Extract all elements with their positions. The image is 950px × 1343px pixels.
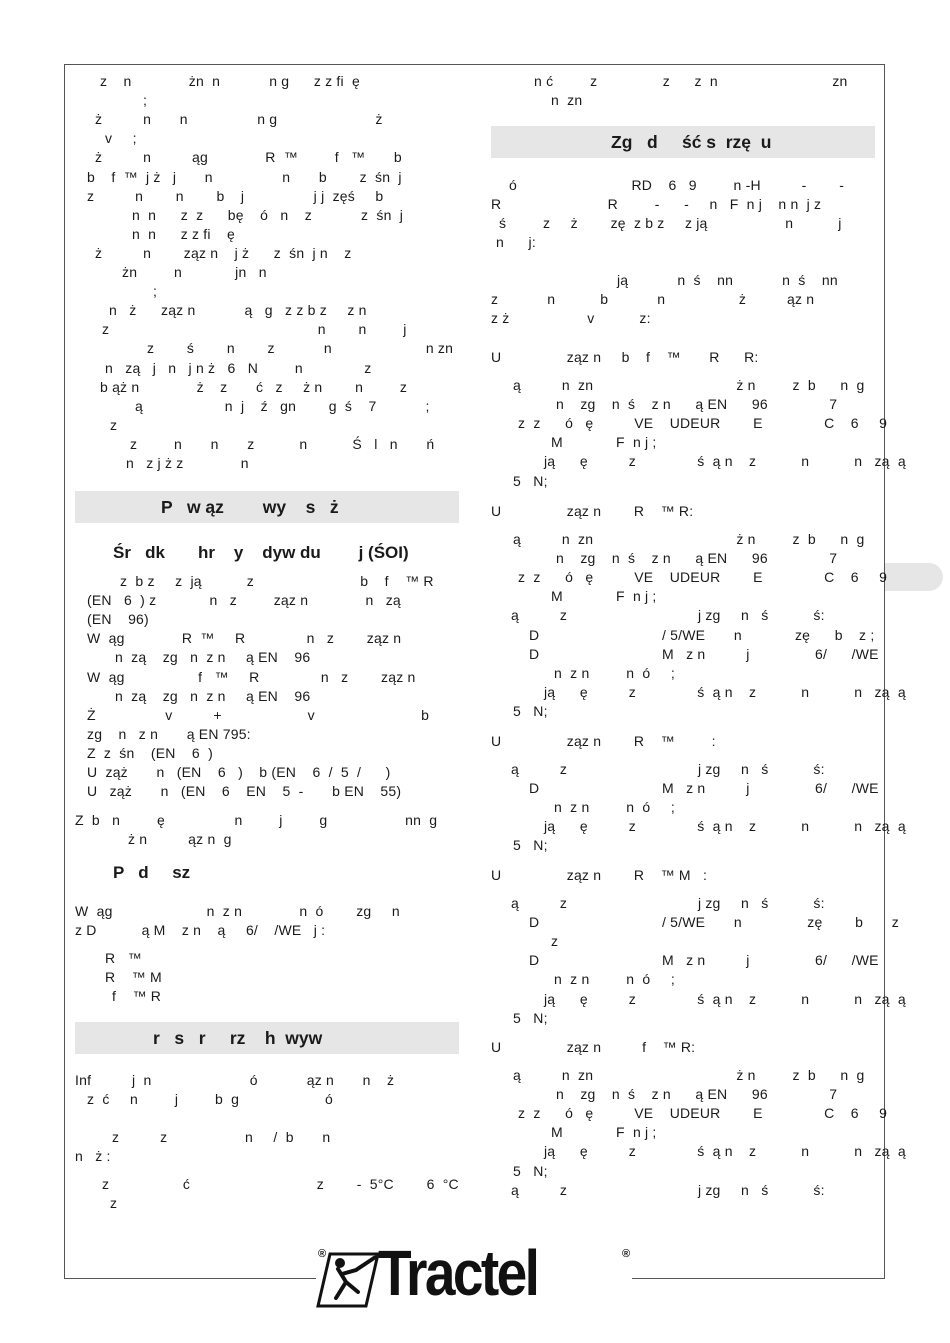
device-section-line: ą z j zg n ś ś:	[511, 761, 825, 777]
paragraph-line: ż n ąz n g	[128, 831, 232, 848]
paragraph-line: z D ą M z n ą 6/ /WE j :	[75, 922, 326, 939]
paragraph-line: z	[110, 1195, 118, 1212]
intro-text-line: ż n n n g ż	[95, 111, 383, 128]
device-section-line: M F n j ;	[551, 434, 657, 451]
paragraph-line: ó RD 6 9 n -H - -	[509, 177, 845, 193]
intro-text-line: n n z z bę ó n z z śn j	[132, 206, 404, 223]
ppe-list-item: Ż v + v b	[87, 706, 430, 723]
device-section-line: M F n j ;	[551, 1124, 657, 1141]
paragraph-line: z n b n ż ąz n	[491, 291, 815, 308]
device-section-line: ą z j zg n ś ś:	[511, 607, 825, 624]
device-section-line: ją ę z ś ą n z n n zą ą	[544, 1143, 906, 1160]
intro-text-line: v ;	[105, 130, 137, 147]
ppe-list-item: (EN 96)	[87, 611, 149, 628]
device-section-line: D M z n j 6/ /WE	[529, 780, 879, 797]
paragraph-line: Inf j n ó ąz n n ż	[75, 1072, 395, 1088]
footer-rule-right	[632, 1278, 885, 1279]
device-section-line: n z n n ó ;	[554, 971, 675, 988]
section-bar-warnings: P w ąz wy s ż	[75, 491, 459, 523]
device-section-line: z z ó ę VE UDEUR E C 6 9	[518, 1105, 888, 1122]
device-section-line: 5 N;	[513, 702, 548, 719]
intro-text-line: n zn	[551, 92, 583, 109]
device-section-line: ją ę z ś ą n z n n zą ą	[544, 818, 906, 835]
device-section-line: M F n j ;	[551, 588, 657, 605]
intro-text-line: ż n ząz n j ż z śn j n z	[95, 244, 352, 261]
device-section-line: D M z n j 6/ /WE	[529, 952, 879, 969]
registered-mark-right: ®	[622, 1248, 631, 1260]
device-section-line: ą z j zg n ś ś:	[511, 1181, 825, 1198]
brand-name: Tractel	[378, 1237, 538, 1309]
ppe-list-item: n zą zg n z n ą EN 96	[115, 649, 311, 666]
paragraph-line: W ąg n z n n ó zg n	[75, 903, 400, 919]
intro-text-line: n zą j n j n ż 6 N n z	[105, 359, 372, 376]
device-section-line: ą n zn ż n z b n g	[513, 531, 865, 547]
ppe-list-item: W ąg f ™ R n z ząz n	[87, 668, 416, 685]
intro-text-line: b f ™ j ż j n n b z śn j	[87, 168, 402, 185]
intro-text-line: n ć z z z n zn	[534, 73, 848, 89]
ppe-list-item: W ąg R ™ R n z ząz n	[87, 630, 402, 647]
product-list-item: R ™ M	[105, 969, 162, 986]
device-section-heading: U ząz n R ™ M :	[491, 867, 708, 883]
intro-text-line: z	[110, 416, 118, 433]
section-bar-conformity: Zg d ść s rzę u	[491, 126, 875, 158]
device-section-line: D M z n j 6/ /WE	[529, 645, 879, 662]
intro-text-line: ;	[153, 283, 158, 300]
device-section-line: 5 N;	[513, 1009, 548, 1026]
device-section-line: 5 N;	[513, 472, 548, 489]
device-section-heading: U ząz n b f ™ R R:	[491, 349, 759, 365]
intro-text-line: ą n j ź gn g ś 7 ;	[135, 397, 430, 414]
device-section-line: z z ó ę VE UDEUR E C 6 9	[518, 569, 888, 586]
device-section-heading: U ząz n R ™ R:	[491, 503, 694, 519]
device-section-line: D / 5/WE n zę b z	[529, 914, 899, 931]
device-section-line: ją ę z ś ą n z n n zą ą	[544, 990, 906, 1007]
device-section-line: ą z j zg n ś ś:	[511, 895, 825, 911]
intro-text-line: ;	[143, 92, 148, 109]
paragraph-line: z ć z - 5°C 6 °C	[102, 1176, 459, 1192]
device-section-line: z	[551, 933, 559, 950]
intro-text-line: n z j ż z n	[126, 455, 249, 471]
paragraph-line: Z b n ę n j g nn g	[75, 812, 438, 828]
paragraph-line: n ż :	[75, 1148, 111, 1165]
device-section-line: 5 N;	[513, 837, 548, 854]
intro-text-line: b ąż n ż z ć z ż n n z	[100, 378, 408, 395]
ppe-list-item: U ząż n (EN 6 ) b (EN 6 / 5 / )	[87, 764, 391, 780]
device-section-line: 5 N;	[513, 1162, 548, 1179]
footer-rule-left	[64, 1278, 316, 1279]
ppe-list-item: Z z śn (EN 6 )	[87, 744, 213, 761]
device-section-heading: U ząz n R ™ :	[491, 733, 716, 749]
ppe-list-item: U ząż n (EN 6 EN 5 - b EN 55)	[87, 783, 402, 800]
section-bar-storage: r s r rz h wyw	[75, 1022, 459, 1054]
section-side-tab	[885, 563, 943, 591]
product-list-item: f ™ R	[112, 988, 162, 1005]
device-section-line: ją ę z ś ą n z n n zą ą	[544, 683, 906, 700]
intro-text-line: ż n ąg R ™ f ™ b	[95, 149, 402, 166]
device-section-heading: U ząz n f ™ R:	[491, 1039, 696, 1055]
device-section-line: n zg n ś z n ą EN 96 7	[556, 1086, 838, 1103]
device-section-line: n zg n ś z n ą EN 96 7	[556, 550, 838, 567]
paragraph-line: z z n / b n	[112, 1129, 331, 1145]
intro-text-line: z ś n z n n zn	[147, 340, 454, 357]
device-section-line: n z n n ó ;	[554, 799, 675, 816]
device-section-line: ą n zn ż n z b n g	[513, 377, 865, 393]
device-section-line: n z n n ó ;	[554, 664, 675, 681]
intro-text-line: n ż ząz n ą g z z b z z n	[109, 302, 367, 319]
subheading-scope: P d sz	[113, 863, 191, 882]
device-section-line: z z ó ę VE UDEUR E C 6 9	[518, 415, 888, 432]
device-section-line: ą n zn ż n z b n g	[513, 1067, 865, 1083]
ppe-list-item: (EN 6 ) z n z ząz n n zą	[87, 592, 401, 609]
paragraph-line: z ć n j b g ó	[87, 1091, 333, 1108]
paragraph-line: ś z ż zę z b z z ją n j	[499, 215, 842, 232]
intro-text-line: z n n j	[102, 321, 407, 338]
paragraph-line: ją n ś nn n ś nn	[617, 272, 838, 288]
intro-text-line: żn n jn n	[122, 264, 267, 280]
device-section-line: n zg n ś z n ą EN 96 7	[556, 396, 838, 413]
device-section-line: ją ę z ś ą n z n n zą ą	[544, 453, 906, 470]
ppe-list-item: n zą zg n z n ą EN 96	[115, 687, 311, 704]
intro-text-line: z n n b j j j zęś b	[87, 187, 384, 204]
subheading-ppe: Śr dk hr y dyw du j (ŚOI)	[113, 543, 409, 562]
device-section-line: D / 5/WE n zę b z ;	[529, 626, 875, 643]
intro-text-line: n n z z fi ę	[132, 225, 236, 242]
ppe-list-item: z b z z ją z b f ™ R	[120, 573, 434, 589]
paragraph-line: R R - - n F n j n n j z	[491, 196, 822, 213]
climber-icon	[316, 1246, 386, 1312]
tractel-logo	[316, 1237, 634, 1312]
paragraph-line: n j:	[496, 234, 536, 251]
product-list-item: R ™	[105, 950, 142, 966]
paragraph-line: z ż v z:	[491, 310, 651, 327]
intro-text-line: z n żn n n g z z fi ę	[100, 73, 360, 89]
registered-mark-left: ®	[318, 1248, 327, 1260]
ppe-list-item: zg n z n ą EN 795:	[87, 725, 251, 742]
intro-text-line: z n n z n Ś l n ń	[130, 435, 435, 452]
